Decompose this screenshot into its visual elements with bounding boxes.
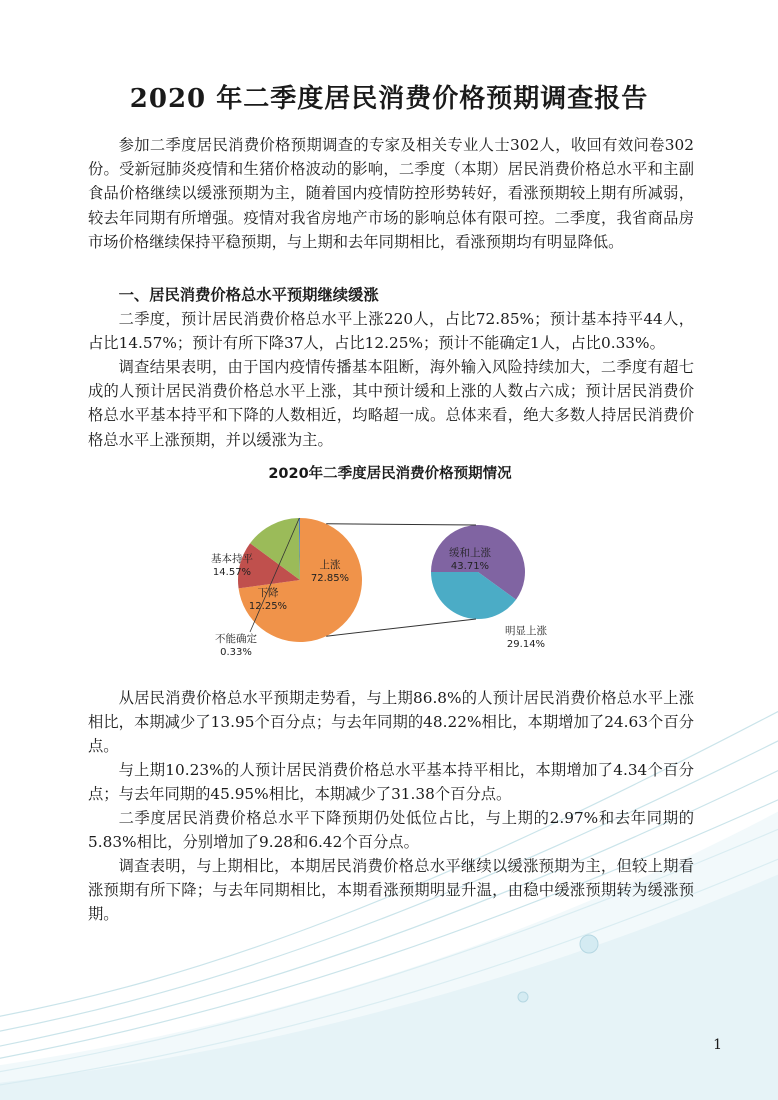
main-pie-value-1: 12.25% <box>248 601 288 612</box>
sub-pie-label-0: 缓和上涨 <box>449 547 491 559</box>
page-number: 1 <box>713 1037 722 1053</box>
sub-pie-value-1: 29.14% <box>506 639 546 650</box>
chart-title: 2020年二季度居民消费价格预期情况 <box>268 466 512 482</box>
sub-pie-label-1: 明显上涨 <box>505 625 547 637</box>
main-pie-label-1: 下降 <box>257 587 279 599</box>
paragraph-5: 与上期10.23%的人预计居民消费价格总水平基本持平相比，本期增加了4.34个百分点；与去年同期的45.95%相比，本期减少了31.38个百分点。 <box>88 761 694 804</box>
main-pie-label-2: 基本持平 <box>211 553 253 565</box>
pie-chart <box>200 462 580 672</box>
intro-paragraph: 参加二季度居民消费价格预期调查的专家及相关专业人士302人，收回有效问卷302份。受新冠肺炎疫情和生猪价格波动的影响，二季度（本期）居民消费价格总水平和主副食品价格继续以缓涨预期为主，随着国内疫情防控形势转好，看涨预期较上期有所减弱，较去年同期有所增强。疫情对我省房地产市场的影响总体有限可控。二季度，我省商品房市场价格继续保持平稳预期，与上期和去年同期相比，看涨预期均有明显降低。 <box>88 136 694 251</box>
paragraph-7: 调查表明，与上期相比，本期居民消费价格总水平继续以缓涨预期为主，但较上期看涨预期有所下降；与去年同期相比，本期看涨预期明显升温，由稳中缓涨预期转为缓涨预期。 <box>88 857 694 924</box>
main-pie-label-0: 上涨 <box>319 559 341 571</box>
paragraph-3: 调查结果表明，由于国内疫情传播基本阻断，海外输入风险持续加大，二季度有超七成的人预计居民消费价格总水平上涨，其中预计缓和上涨的人数占六成；预计居民消费价格总水平基本持平和下降的人数相近，均略超一成。总体来看，绝大多数人持居民消费价格总水平上涨预期，并以缓涨为主。 <box>88 358 694 449</box>
paragraph-2: 二季度，预计居民消费价格总水平上涨220人，占比72.85%；预计基本持平44人，占比14.57%；预计有所下降37人，占比12.25%；预计不能确定1人，占比0.33%。 <box>88 310 694 353</box>
document-title: 2020 年二季度居民消费价格预期调查报告 <box>129 84 649 114</box>
connector-line-bottom <box>326 619 476 636</box>
paragraph-4: 从居民消费价格总水平预期走势看，与上期86.8%的人预计居民消费价格总水平上涨相比，本期减少了13.95个百分点；与去年同期的48.22%相比，本期增加了24.63个百分点。 <box>88 689 694 756</box>
main-pie-value-0: 72.85% <box>310 573 350 584</box>
sub-pie-value-0: 43.71% <box>450 561 490 572</box>
pie-chart-svg <box>200 462 580 672</box>
paragraph-6: 二季度居民消费价格总水平下降预期仍处低位占比，与上期的2.97%和去年同期的5.83%相比，分别增加了9.28和6.42个百分点。 <box>88 809 694 852</box>
main-pie-value-3: 0.33% <box>220 647 252 658</box>
connector-line-top <box>326 524 476 525</box>
section-heading: 一、居民消费价格总水平预期继续缓涨 <box>118 286 379 304</box>
main-pie-label-3: 不能确定 <box>215 633 257 645</box>
main-pie-value-2: 14.57% <box>212 567 252 578</box>
